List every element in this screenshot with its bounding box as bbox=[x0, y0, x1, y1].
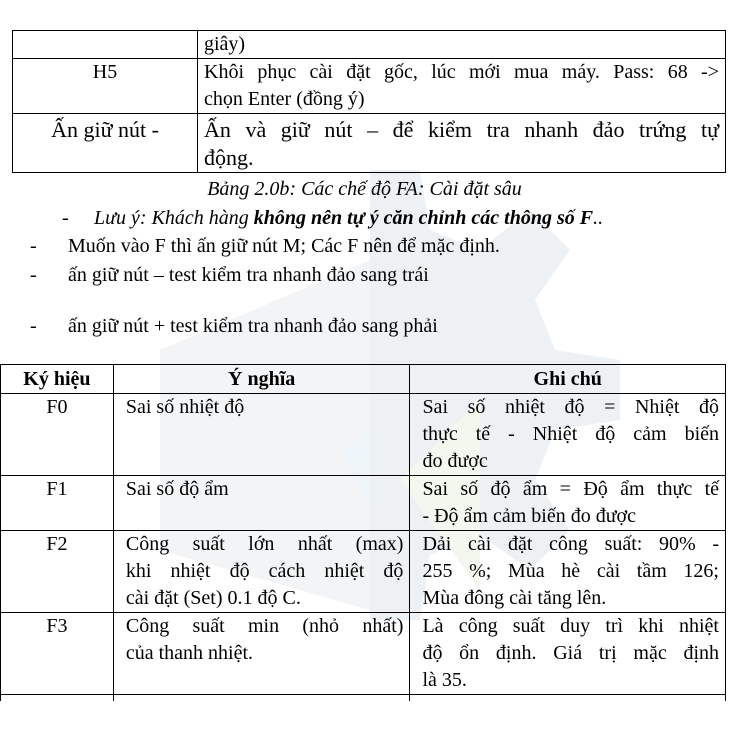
note-bold: không nên tự ý căn chỉnh các thông số F bbox=[253, 207, 594, 229]
table-row bbox=[13, 114, 726, 173]
cell-line: thực tế - Nhiệt độ cảm biến bbox=[422, 423, 719, 445]
cell-line: Là công suất duy trì khi nhiệt bbox=[422, 615, 719, 637]
column-header: Ghi chú bbox=[410, 365, 726, 394]
cell-line: Công suất lớn nhất (max) bbox=[125, 533, 404, 555]
note-cell bbox=[410, 476, 726, 531]
cell-line: là 35. bbox=[422, 669, 467, 691]
table-row bbox=[1, 476, 726, 531]
code-cell: F0 bbox=[1, 394, 114, 476]
list-item-text: ấn giữ nút + test kiểm tra nhanh đảo sang phải bbox=[68, 315, 438, 337]
table-header-row bbox=[1, 365, 726, 394]
table-cell-empty bbox=[1, 695, 114, 702]
cell-line: 255 %; Mùa hè cài tầm 126; bbox=[422, 560, 719, 582]
table-cell-value: giây) bbox=[198, 31, 726, 59]
note-suffix: .. bbox=[593, 207, 604, 229]
note-cell bbox=[410, 531, 726, 613]
list-item-text: Muốn vào F thì ấn giữ nút M; Các F nên để mặc định. bbox=[68, 235, 500, 257]
cell-line: của thanh nhiệt. bbox=[125, 642, 254, 664]
meaning-cell bbox=[113, 613, 410, 695]
meaning-cell bbox=[113, 394, 410, 476]
table-row bbox=[1, 613, 726, 695]
table-cell-value bbox=[198, 114, 726, 173]
list-item-text: ấn giữ nút – test kiểm tra nhanh đảo sang trái bbox=[68, 264, 429, 286]
cell-line: độ ổn định. Giá trị mặc định bbox=[422, 642, 719, 664]
code-cell: F1 bbox=[1, 476, 114, 531]
code-cell: F3 bbox=[1, 613, 114, 695]
table-cell-value bbox=[198, 59, 726, 114]
bullet-dash: - bbox=[30, 235, 37, 257]
table-row bbox=[13, 59, 726, 114]
cell-line: Sai số độ ẩm bbox=[125, 478, 229, 500]
cell-line: Khôi phục cài đặt gốc, lúc mới mua máy. Pass: 68 -> bbox=[204, 61, 719, 83]
cell-line: Công suất min (nhỏ nhất) bbox=[125, 615, 404, 637]
cell-line: động. bbox=[204, 145, 254, 170]
cell-line: chọn Enter (đồng ý) bbox=[204, 88, 365, 110]
bullet-dash: - bbox=[30, 315, 37, 337]
table-row bbox=[1, 394, 726, 476]
table-cell-key: H5 bbox=[13, 59, 198, 114]
table-cell-key: Ấn giữ nút - bbox=[13, 114, 198, 173]
column-header: Ý nghĩa bbox=[113, 365, 410, 394]
table-row bbox=[13, 31, 726, 59]
note-cell bbox=[410, 394, 726, 476]
column-header: Ký hiệu bbox=[1, 365, 114, 394]
bullet-dash: - bbox=[30, 264, 37, 286]
cell-line: đo được bbox=[422, 450, 488, 472]
note-text bbox=[94, 205, 603, 231]
cell-line: Sai số độ ẩm = Độ ẩm thực tế bbox=[422, 478, 719, 500]
cell-line: Ấn và giữ nút – để kiểm tra nhanh đảo trứng tự bbox=[204, 117, 719, 142]
table-row bbox=[1, 531, 726, 613]
table-cell-key bbox=[13, 31, 198, 59]
table-row-cutoff bbox=[1, 695, 726, 702]
cell-line: Mùa đông cài tăng lên. bbox=[422, 587, 607, 609]
cell-line: Dải cài đặt công suất: 90% - bbox=[422, 533, 719, 555]
meaning-cell bbox=[113, 531, 410, 613]
settings-table-continued bbox=[12, 30, 726, 173]
cell-line: Sai số nhiệt độ = Nhiệt độ bbox=[422, 396, 719, 418]
note-prefix: Lưu ý: Khách hàng bbox=[94, 207, 254, 229]
cell-line: khi nhiệt độ cách nhiệt độ bbox=[125, 560, 404, 582]
cell-line: - Độ ẩm cảm biến đo được bbox=[422, 505, 637, 527]
f-parameters-table bbox=[0, 364, 726, 701]
cell-line: cài đặt (Set) 0.1 độ C. bbox=[125, 587, 301, 609]
bullet-dash: - bbox=[62, 207, 69, 229]
cell-line: Sai số nhiệt độ bbox=[125, 396, 245, 418]
table-caption: Bảng 2.0b: Các chế độ FA: Cài đặt sâu bbox=[207, 178, 522, 200]
table-cell-empty bbox=[410, 695, 726, 702]
meaning-cell bbox=[113, 476, 410, 531]
table-cell-empty bbox=[113, 695, 410, 702]
code-cell: F2 bbox=[1, 531, 114, 613]
note-cell bbox=[410, 613, 726, 695]
